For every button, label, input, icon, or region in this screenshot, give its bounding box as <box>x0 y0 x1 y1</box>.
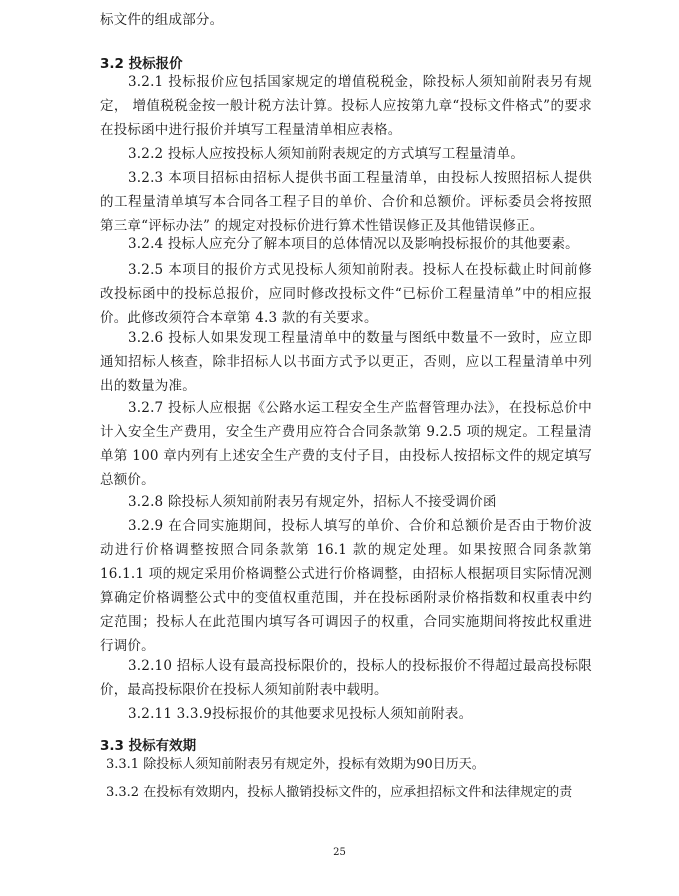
paragraph-3-2-10: 3.2.10 招标人设有最高投标限价的，投标人的投标报价不得超过最高投标限价，最高投标限价在投标人须知前附表中载明。 <box>100 658 592 698</box>
paragraph-3-3-1: 3.3.1 除投标人须知前附表另有规定外，投标有效期为90日历天。 <box>106 757 485 772</box>
paragraph-3-3-2: 3.3.2 在投标有效期内，投标人撤销投标文件的，应承担招标文件和法律规定的责 <box>106 785 573 800</box>
paragraph-3-2-5: 3.2.5 本项目的报价方式见投标人须知前附表。投标人在投标截止时间前修改投标函中的投标总报价，应同时修改投标文件“已标价工程量清单”中的相应报价。此修改须符合本章第 4.3 款的有关要求。 <box>100 262 592 326</box>
paragraph-3-2-3: 3.2.3 本项目招标由招标人提供书面工程量清单，由投标人按照招标人提供的工程量清单填写本合同各工程子目的单价、合价和总额价。评标委员会将按照第三章“评标办法” 的规定对投标价进行算术性错误修正及其他错误修正。 <box>100 170 592 234</box>
intro-tail-text: 标文件的组成部分。 <box>100 12 224 28</box>
page-number: 25 <box>333 847 346 858</box>
section-3-3-heading: 3.3 投标有效期 <box>100 738 197 754</box>
paragraph-3-2-11: 3.2.11 3.3.9投标报价的其他要求见投标人须知前附表。 <box>128 706 473 722</box>
paragraph-3-2-8: 3.2.8 除投标人须知前附表另有规定外，招标人不接受调价函 <box>128 494 497 510</box>
paragraph-3-2-6: 3.2.6 投标人如果发现工程量清单中的数量与图纸中数量不一致时，应立即通知招标人核查，除非招标人以书面方式予以更正，否则，应以工程量清单中列出的数量为准。 <box>100 330 592 394</box>
paragraph-3-2-2: 3.2.2 投标人应按投标人须知前附表规定的方式填写工程量清单。 <box>128 146 525 162</box>
paragraph-3-2-7: 3.2.7 投标人应根据《公路水运工程安全生产监督管理办法》，在投标总价中计入安全生产费用，安全生产费用应符合合同条款第 9.2.5 项的规定。工程量清单第 100 章内列有上述安全生产费的支付子目，由投标人按招标文件的规定填写总额价。 <box>100 400 592 488</box>
section-3-2-heading: 3.2 投标报价 <box>100 56 183 72</box>
paragraph-3-2-1: 3.2.1 投标报价应包括国家规定的增值税税金，除投标人须知前附表另有规定， 增值税税金按一般计税方法计算。投标人应按第九章“投标文件格式”的要求在投标函中进行报价并填写工程量清单相应表格。 <box>100 74 592 138</box>
paragraph-3-2-4: 3.2.4 投标人应充分了解本项目的总体情况以及影响投标报价的其他要素。 <box>128 236 579 252</box>
paragraph-3-2-9: 3.2.9 在合同实施期间，投标人填写的单价、合价和总额价是否由于物价波动进行价格调整按照合同条款第 16.1 款的规定处理。如果按照合同条款第16.1.1 项的规定采用价格调整公式进行价格调整，由招标人根据项目实际情况测算确定价格调整公式中的变值权重范围，并在投标函附录价格指数和权重表中约定范围；投标人在此范围内填写各可调因子的权重，合同实施期间将按此权重进行调价。 <box>100 518 592 654</box>
